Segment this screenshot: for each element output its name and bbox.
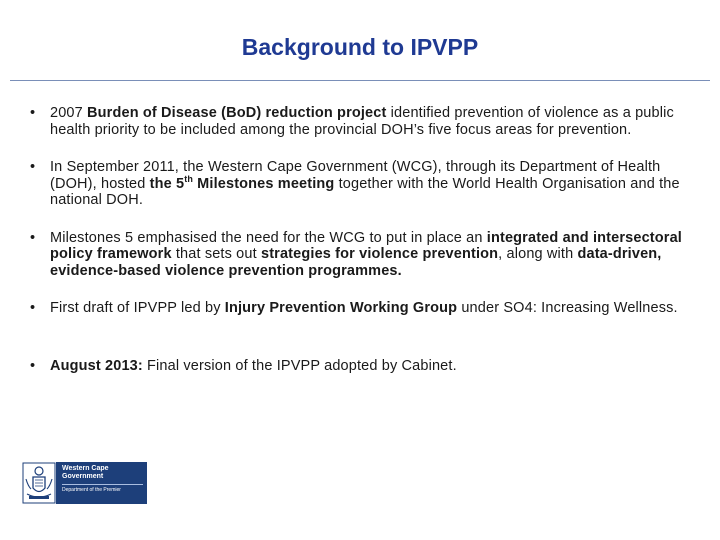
bullet-item: [30, 358, 700, 375]
bullet-bold-text: integrated and intersectoral policy framework: [50, 229, 682, 262]
bullet-text: together with the World Health Organisation and the national DOH.: [50, 175, 680, 208]
bullet-marker: •: [30, 229, 36, 246]
bullet-text: under SO4: Increasing Wellness.: [457, 300, 678, 316]
bullet-marker: •: [30, 300, 36, 316]
logo-text-box: [56, 462, 147, 504]
bullet-item: [30, 159, 700, 209]
western-cape-government-logo: [22, 462, 147, 504]
bullet-bold-text: Burden of Disease (BoD) reduction project: [87, 105, 387, 121]
logo-divider: [62, 484, 143, 485]
coat-of-arms-icon: [22, 462, 56, 504]
slide-title: Background to IPVPP: [241, 34, 479, 60]
bullet-text: , along with: [498, 246, 578, 262]
bullet-text: In September 2011, the Western Cape Government (WCG), through its Department of Health (DOH), hosted: [50, 159, 661, 192]
bullet-text: that sets out: [171, 246, 261, 262]
bullet-text: Milestones 5 emphasised the need for the WCG to put in place an: [50, 229, 487, 246]
bullet-item: [30, 300, 700, 317]
bullet-bold-text: Injury Prevention Working Group: [224, 300, 458, 316]
bullet-bold-text: Milestones meeting: [193, 175, 335, 192]
bullet-item: [30, 230, 700, 280]
bullet-bold-text: strategies for violence prevention: [260, 246, 499, 262]
bullet-text: identified prevention of violence as a public health priority to be included among the provincial DOH’s five focus areas for prevention.: [50, 105, 674, 138]
logo-line-department: Department of the Premier: [62, 487, 121, 493]
bullet-list: [30, 105, 700, 374]
bullet-text: 2007: [50, 105, 88, 121]
bullet-item: [30, 105, 700, 138]
bullet-bold-text: August 2013:: [50, 357, 143, 374]
bullet-bold-text: data-driven, evidence-based violence prevention programmes.: [50, 246, 662, 279]
bullet-text: First draft of IPVPP led by: [50, 300, 225, 316]
bullet-marker: •: [30, 159, 36, 175]
bullet-bold-text: the 5: [149, 175, 185, 192]
bullet-marker: •: [30, 105, 36, 121]
bullet-text: Final version of the IPVPP adopted by Cabinet.: [142, 357, 457, 374]
logo-line-government: Government: [62, 473, 104, 480]
logo-line-western-cape: Western Cape: [62, 465, 109, 472]
superscript-text: th: [184, 173, 193, 184]
title-divider: [10, 80, 710, 81]
bullet-marker: •: [30, 357, 36, 374]
